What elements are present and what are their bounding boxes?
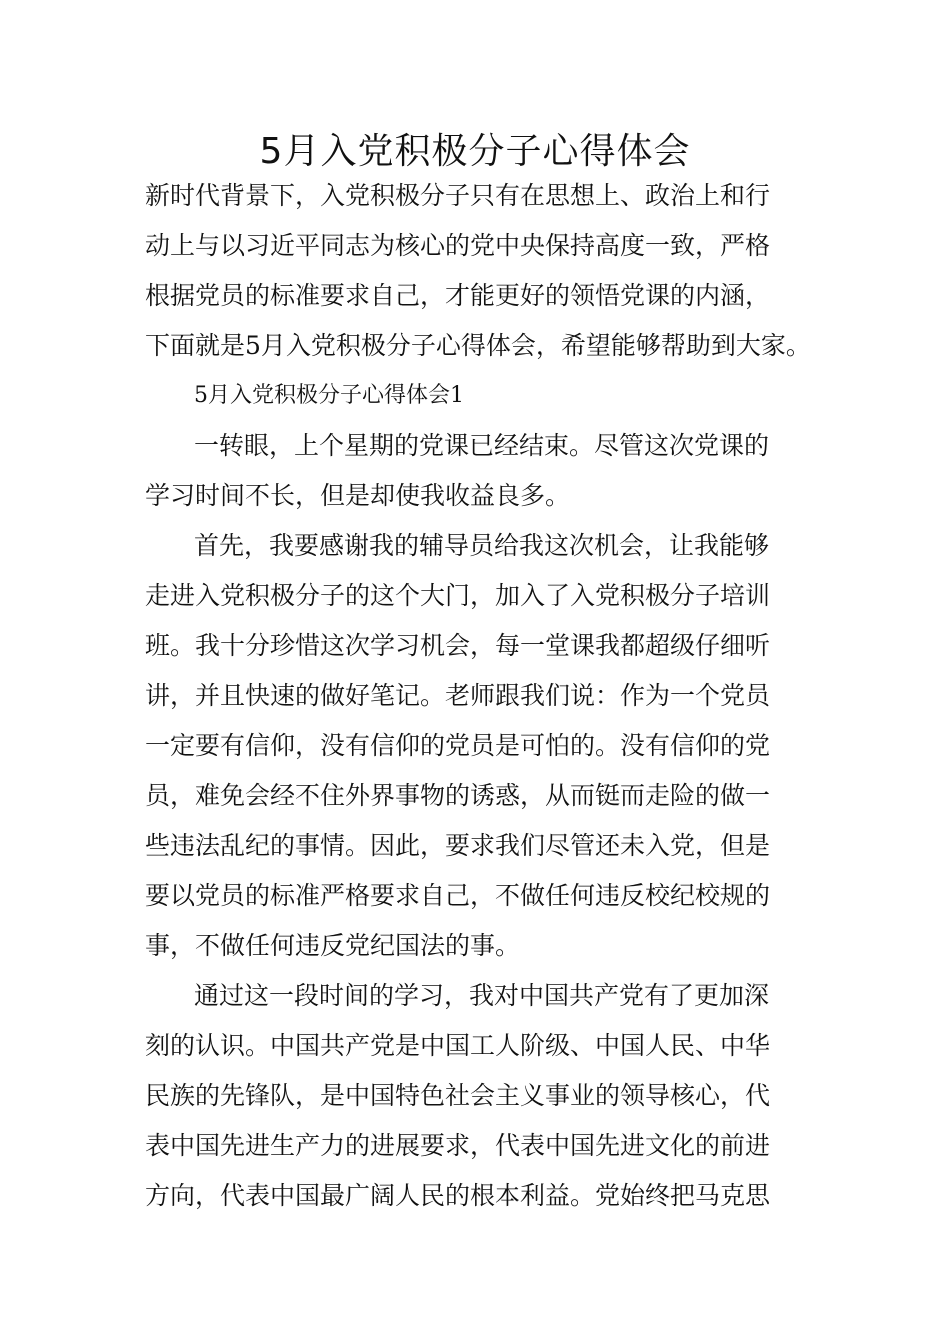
paragraph2-line-1: 首先，我要感谢我的辅导员给我这次机会，让我能够	[194, 531, 770, 560]
paragraph3-line-5: 方向，代表中国最广阔人民的根本利益。党始终把马克思	[145, 1181, 771, 1210]
intro-line-2: 动上与以习近平同志为核心的党中央保持高度一致，严格	[145, 231, 771, 260]
paragraph2-line-5: 一定要有信仰，没有信仰的党员是可怕的。没有信仰的党	[145, 731, 771, 760]
paragraph1-line-1: 一转眼，上个星期的党课已经结束。尽管这次党课的	[194, 431, 770, 460]
intro-line-1: 新时代背景下，入党积极分子只有在思想上、政治上和行	[145, 181, 771, 210]
paragraph2-line-3: 班。我十分珍惜这次学习机会，每一堂课我都超级仔细听	[145, 631, 771, 660]
document-title: 5月入党积极分子心得体会	[259, 131, 691, 172]
paragraph3-line-3: 民族的先锋队，是中国特色社会主义事业的领导核心，代	[145, 1081, 771, 1110]
intro-line-4: 下面就是5月入党积极分子心得体会，希望能够帮助到大家。	[145, 331, 811, 360]
paragraph3-line-4: 表中国先进生产力的进展要求，代表中国先进文化的前进	[145, 1131, 771, 1160]
paragraph1-line-2: 学习时间不长，但是却使我收益良多。	[145, 481, 571, 510]
paragraph3-line-1: 通过这一段时间的学习，我对中国共产党有了更加深	[194, 981, 770, 1010]
intro-line-3: 根据党员的标准要求自己，才能更好的领悟党课的内涵，	[145, 281, 771, 310]
paragraph2-line-4: 讲，并且快速的做好笔记。老师跟我们说：作为一个党员	[145, 681, 771, 710]
paragraph2-line-2: 走进入党积极分子的这个大门，加入了入党积极分子培训	[145, 581, 771, 610]
paragraph3-line-2: 刻的认识。中国共产党是中国工人阶级、中国人民、中华	[145, 1031, 771, 1060]
paragraph2-line-8: 要以党员的标准严格要求自己，不做任何违反校纪校规的	[145, 881, 771, 910]
paragraph2-line-7: 些违法乱纪的事情。因此，要求我们尽管还未入党，但是	[145, 831, 771, 860]
paragraph2-line-9: 事，不做任何违反党纪国法的事。	[145, 931, 521, 960]
section-heading: 5月入党积极分子心得体会1	[194, 383, 464, 408]
paragraph2-line-6: 员，难免会经不住外界事物的诱惑，从而铤而走险的做一	[145, 781, 771, 810]
